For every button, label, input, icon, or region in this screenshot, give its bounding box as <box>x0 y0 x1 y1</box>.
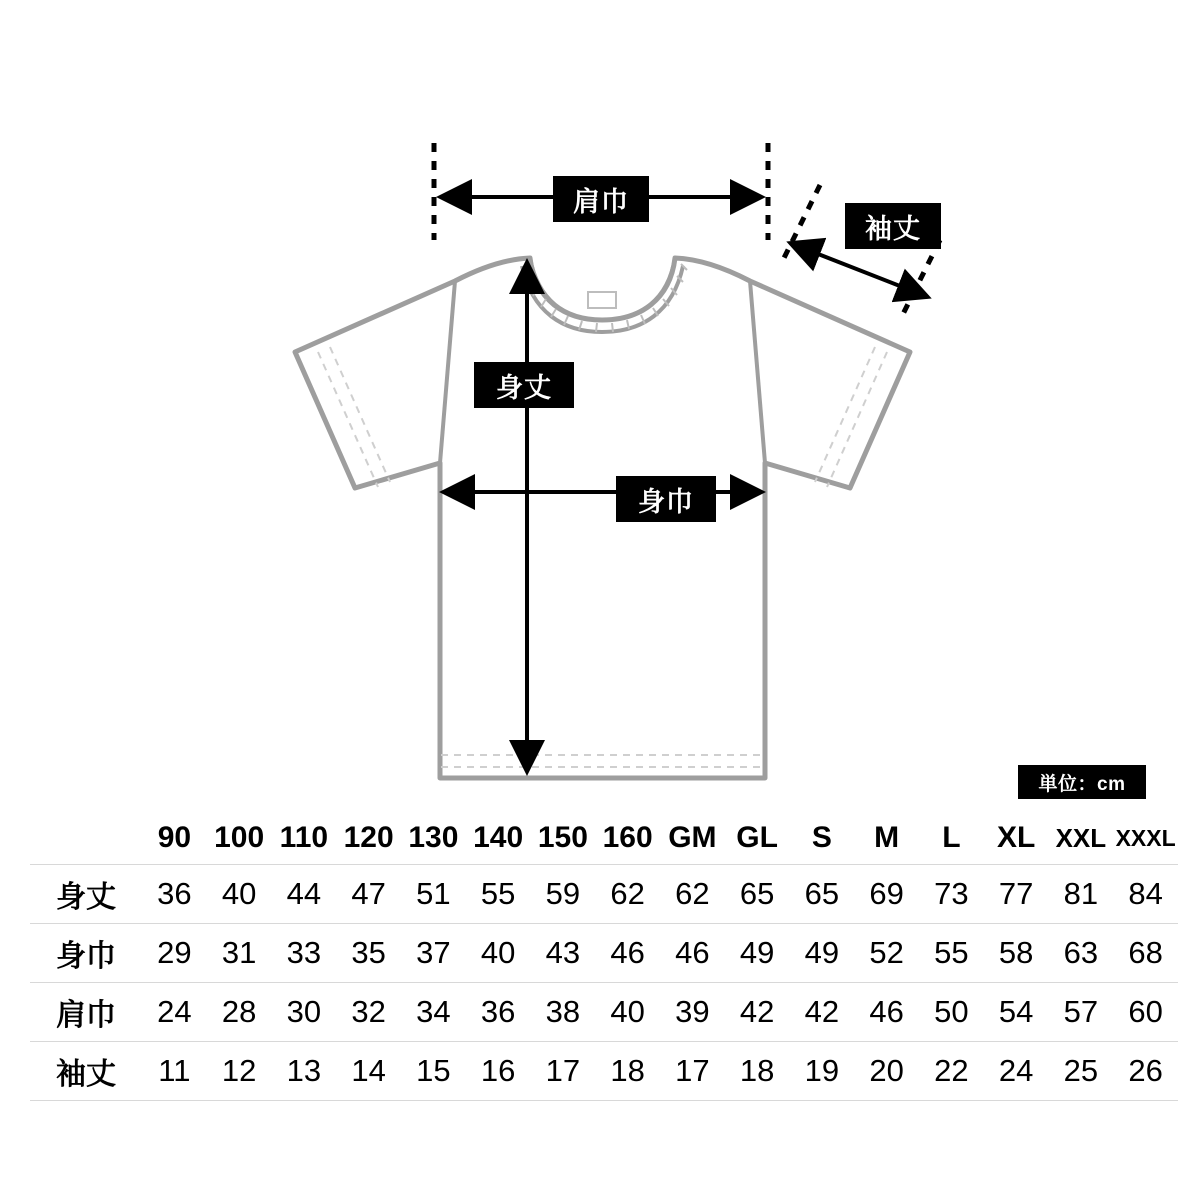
table-cell: 47 <box>351 876 386 911</box>
table-row <box>30 1042 1178 1101</box>
table-cell: 25 <box>1063 1053 1099 1088</box>
table-cell: 22 <box>934 1053 969 1088</box>
table-row <box>30 865 1178 924</box>
table-cell: 39 <box>675 994 710 1029</box>
table-cell: 12 <box>221 1053 257 1088</box>
col-header: M <box>854 812 919 865</box>
col-header: 160 <box>595 812 660 865</box>
table-cell: 63 <box>1063 935 1099 970</box>
table-cell: 65 <box>804 876 840 911</box>
table-cell: 35 <box>351 935 386 970</box>
table-cell: 62 <box>610 876 645 911</box>
callout-sleeve-length: 袖丈 <box>845 203 941 249</box>
col-header: GM <box>660 812 725 865</box>
table-cell: 69 <box>869 876 904 911</box>
table-cell: 20 <box>869 1053 904 1088</box>
col-header: 130 <box>401 812 466 865</box>
table-cell: 28 <box>221 994 257 1029</box>
table-cell: 31 <box>221 935 257 970</box>
table-cell: 68 <box>1128 935 1163 970</box>
table-cell: 55 <box>480 876 516 911</box>
table-cell: 46 <box>610 935 645 970</box>
col-header: 110 <box>272 812 337 865</box>
row-header: 袖丈 <box>56 1058 116 1091</box>
table-cell: 60 <box>1128 994 1163 1029</box>
table-cell: 36 <box>157 876 192 911</box>
table-cell: 44 <box>286 876 322 911</box>
tshirt-outline <box>295 258 910 778</box>
table-cell: 43 <box>545 935 581 970</box>
callout-shoulder-width: 肩巾 <box>553 176 649 222</box>
table-cell: 84 <box>1128 876 1163 911</box>
row-header: 身丈 <box>56 881 116 914</box>
table-cell: 46 <box>869 994 904 1029</box>
row-header: 身巾 <box>56 940 116 973</box>
table-cell: 18 <box>610 1053 645 1088</box>
table-cell: 77 <box>998 876 1034 911</box>
table-cell: 26 <box>1128 1053 1163 1088</box>
table-row <box>30 983 1178 1042</box>
col-header: L <box>919 812 984 865</box>
table-cell: 14 <box>351 1053 386 1088</box>
table-row <box>30 924 1178 983</box>
table-cell: 42 <box>804 994 840 1029</box>
table-cell: 33 <box>286 935 322 970</box>
table-cell: 55 <box>934 935 969 970</box>
table-corner-cell <box>30 812 142 865</box>
table-cell: 36 <box>480 994 516 1029</box>
table-cell: 40 <box>221 876 257 911</box>
table-cell: 40 <box>480 935 516 970</box>
table-cell: 13 <box>286 1053 322 1088</box>
col-header: S <box>790 812 855 865</box>
table-cell: 59 <box>545 876 581 911</box>
size-table-body <box>30 865 1178 1101</box>
table-cell: 24 <box>998 1053 1034 1088</box>
table-cell: 50 <box>934 994 969 1029</box>
table-cell: 38 <box>545 994 581 1029</box>
table-cell: 11 <box>158 1053 191 1088</box>
table-cell: 34 <box>416 994 451 1029</box>
table-cell: 16 <box>480 1053 516 1088</box>
table-cell: 17 <box>545 1053 581 1088</box>
size-table <box>30 812 1178 1101</box>
table-cell: 73 <box>934 876 969 911</box>
col-header: XXXL <box>1113 812 1178 865</box>
col-header: 140 <box>466 812 531 865</box>
callout-body-width: 身巾 <box>616 476 716 522</box>
table-cell: 51 <box>416 876 451 911</box>
size-table-head <box>30 812 1178 865</box>
col-header: 150 <box>531 812 596 865</box>
size-table-container <box>0 812 1200 1101</box>
table-cell: 42 <box>739 994 775 1029</box>
col-header: XXL <box>1049 812 1114 865</box>
table-cell: 54 <box>998 994 1034 1029</box>
table-cell: 46 <box>675 935 710 970</box>
row-header: 肩巾 <box>56 999 116 1032</box>
table-cell: 52 <box>869 935 904 970</box>
callout-body-length: 身丈 <box>474 362 574 408</box>
table-cell: 49 <box>804 935 840 970</box>
col-header: GL <box>725 812 790 865</box>
col-header: XL <box>984 812 1049 865</box>
table-cell: 37 <box>416 935 451 970</box>
table-cell: 49 <box>739 935 775 970</box>
table-cell: 24 <box>157 994 192 1029</box>
table-cell: 57 <box>1063 994 1099 1029</box>
table-cell: 29 <box>157 935 192 970</box>
col-header: 120 <box>336 812 401 865</box>
table-cell: 58 <box>998 935 1034 970</box>
table-header-row <box>30 812 1178 865</box>
table-cell: 18 <box>739 1053 775 1088</box>
table-cell: 32 <box>351 994 386 1029</box>
table-cell: 30 <box>286 994 322 1029</box>
table-cell: 15 <box>416 1053 451 1088</box>
unit-badge: 単位：cm <box>1018 765 1146 799</box>
col-header: 100 <box>207 812 272 865</box>
table-cell: 17 <box>675 1053 710 1088</box>
table-cell: 65 <box>739 876 775 911</box>
table-cell: 81 <box>1063 876 1099 911</box>
table-cell: 19 <box>804 1053 840 1088</box>
col-header: 90 <box>142 812 207 865</box>
table-cell: 40 <box>610 994 645 1029</box>
table-cell: 62 <box>675 876 710 911</box>
